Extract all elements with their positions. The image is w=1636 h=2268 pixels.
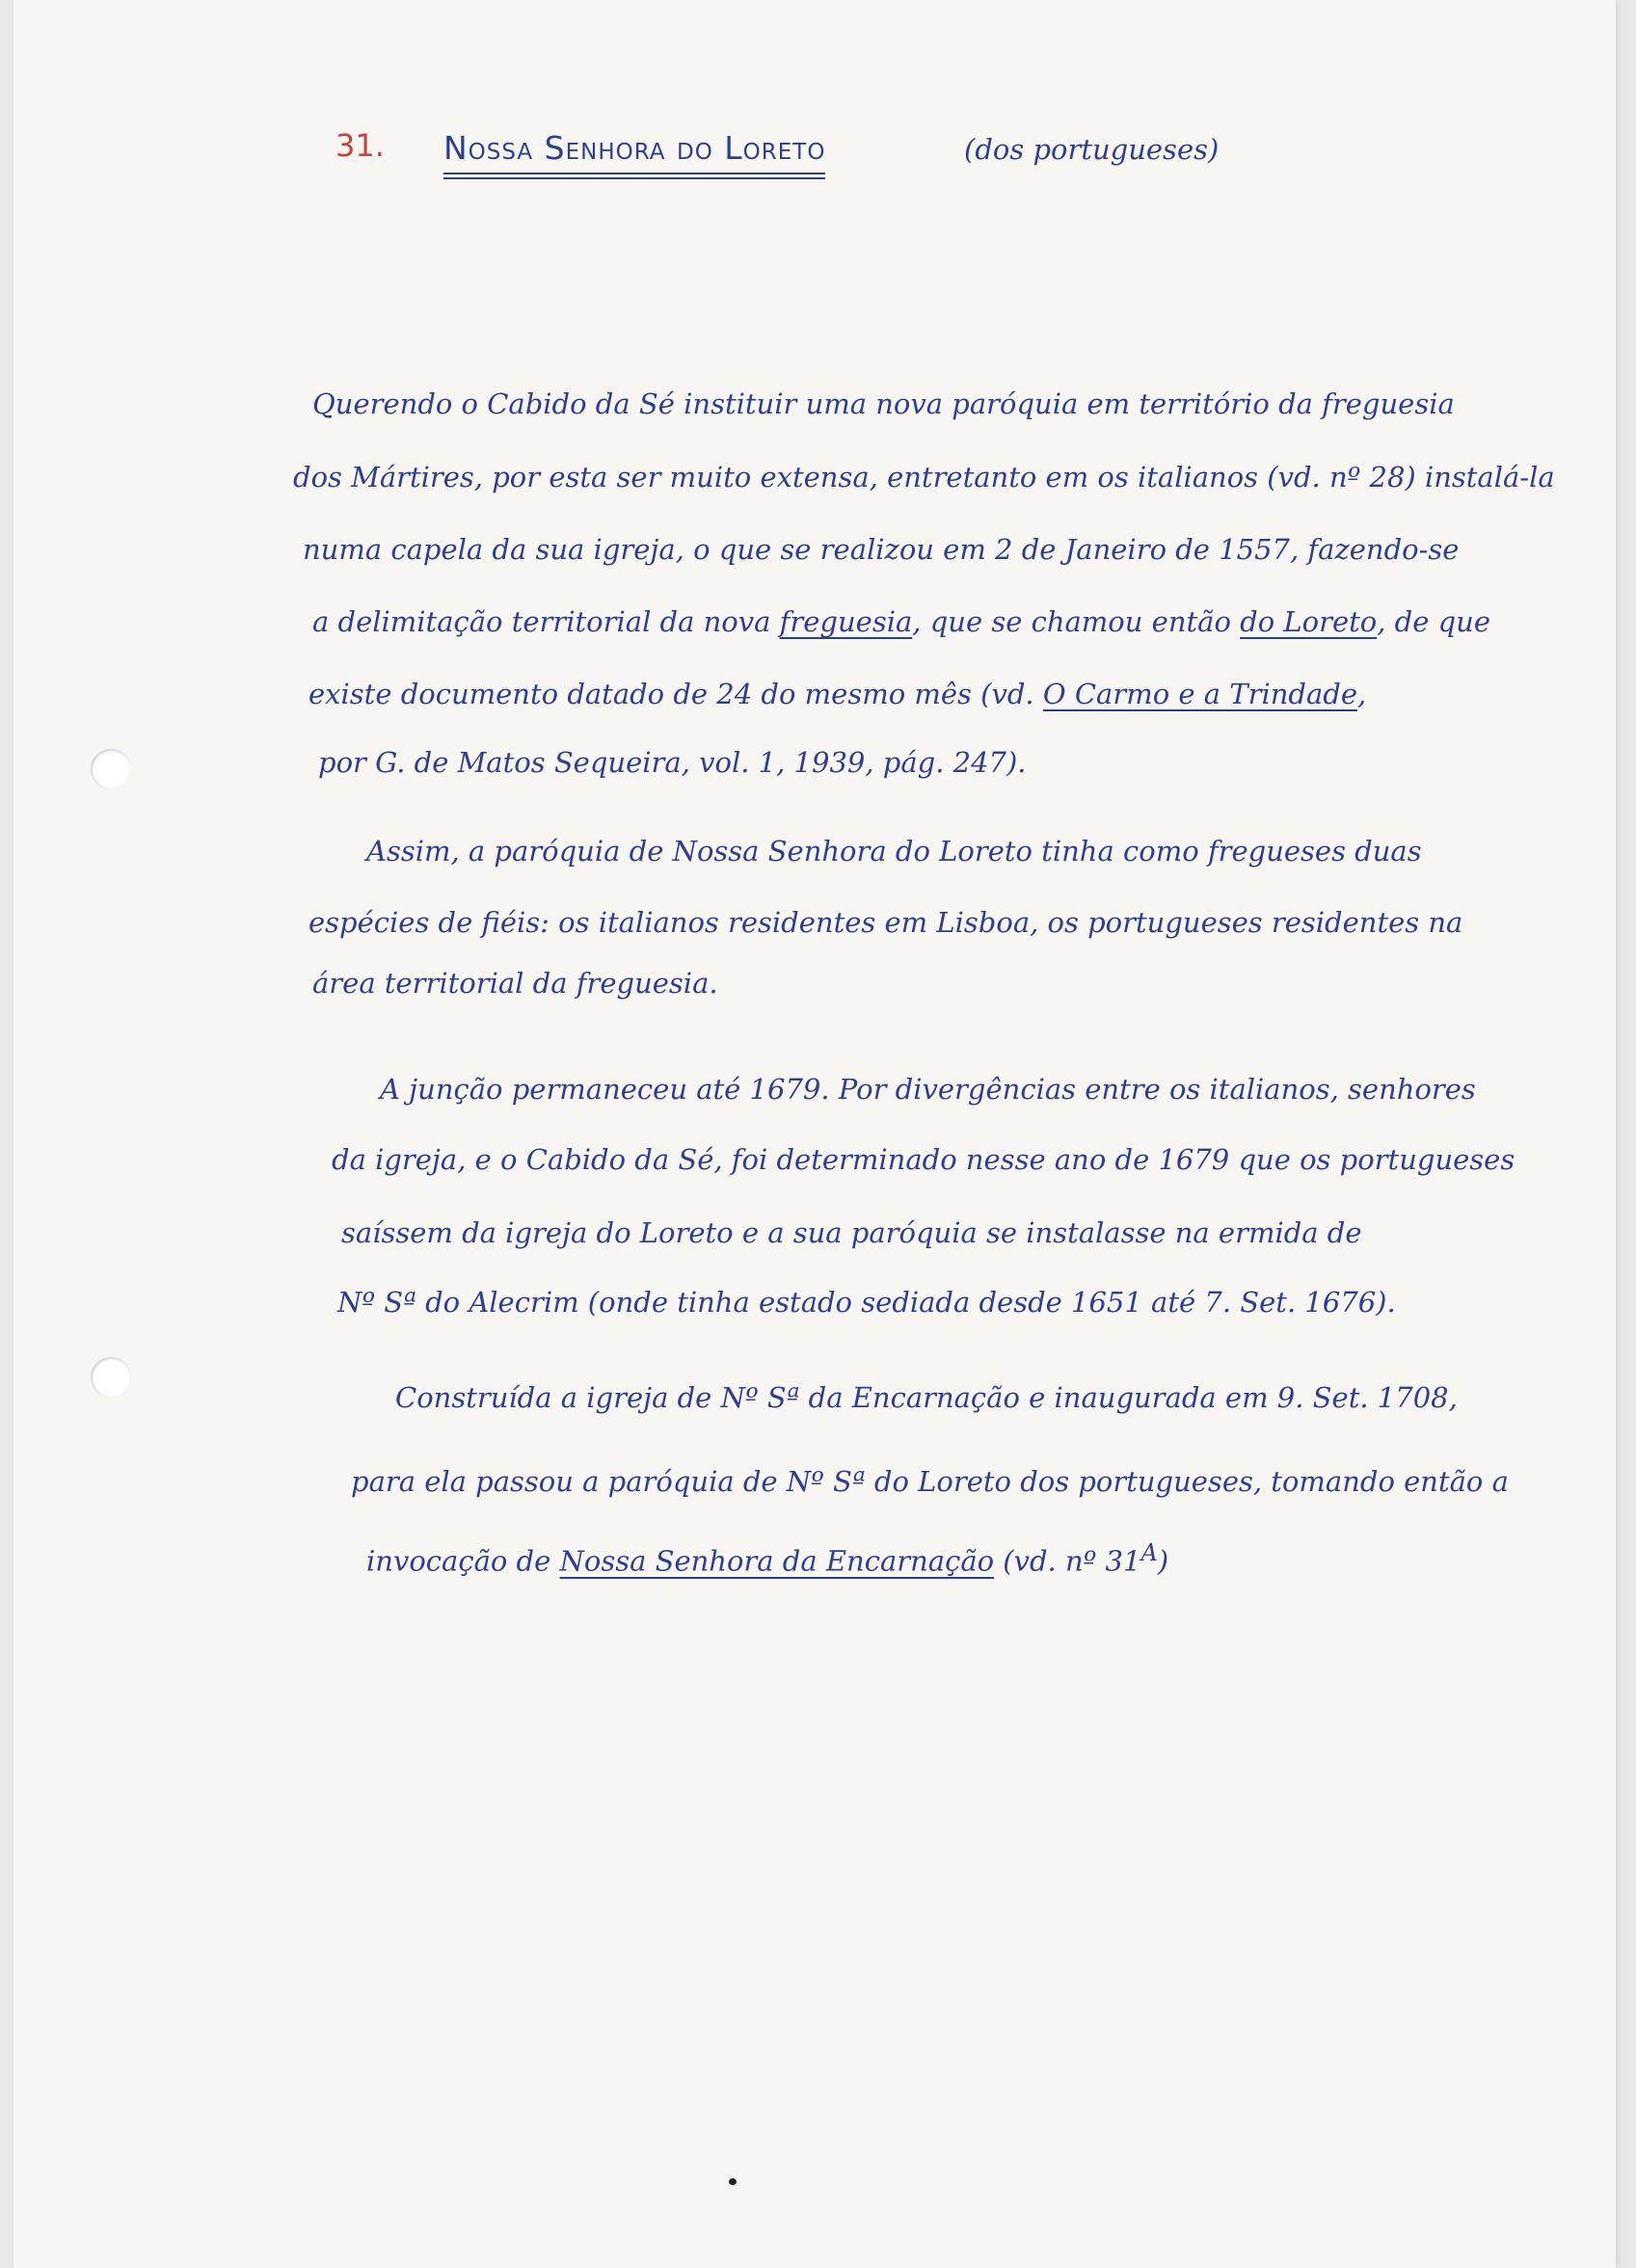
- paragraph-2-line-2: espécies de fiéis: os italianos residentes em Lisboa, os portugueses residentes na: [308, 906, 1463, 939]
- paragraph-1-line-4: a delimitação territorial da nova freguesia, que se chamou então do Loreto, de que: [312, 605, 1491, 638]
- entry-title: Nossa Senhora do Loreto: [443, 129, 825, 174]
- paragraph-3-line-4: Nº Sª do Alecrim (onde tinha estado sediada desde 1651 até 7. Set. 1676).: [337, 1286, 1396, 1319]
- punch-hole: [91, 1357, 131, 1398]
- entry-subtitle: (dos portugueses): [964, 133, 1220, 166]
- paragraph-1-line-2: dos Mártires, por esta ser muito extensa, entretanto em os italianos (vd. nº 28) instalá-la: [293, 461, 1555, 494]
- paragraph-4-line-2: para ela passou a paróquia de Nº Sª do Loreto dos portugueses, tomando então a: [351, 1465, 1509, 1498]
- paragraph-4-line-3: invocação de Nossa Senhora da Encarnação (vd. nº $31^A$): [366, 1539, 1169, 1578]
- paragraph-2-line-1: Assim, a paróquia de Nossa Senhora do Loreto tinha como fregueses duas: [366, 835, 1422, 867]
- punch-hole: [91, 749, 131, 789]
- ink-speck: [729, 2178, 737, 2185]
- paragraph-2-line-3: área territorial da freguesia.: [312, 967, 718, 1000]
- paragraph-1-line-6: por G. de Matos Sequeira, vol. 1, 1939, pág. 247).: [318, 746, 1027, 779]
- underlined-do-loreto: do Loreto: [1240, 605, 1378, 638]
- paragraph-1-line-5: existe documento datado de 24 do mesmo mês (vd. O Carmo e a Trindade,: [308, 678, 1367, 710]
- superscript-a: A: [1140, 1539, 1158, 1566]
- paragraph-1-line-3: numa capela da sua igreja, o que se realizou em 2 de Janeiro de 1557, fazendo-se: [303, 533, 1460, 566]
- paragraph-1-line-1: Querendo o Cabido da Sé instituir uma nova paróquia em território da freguesia: [312, 387, 1455, 420]
- entry-number: 31.: [335, 127, 385, 164]
- underlined-book-title: O Carmo e a Trindade: [1042, 678, 1357, 710]
- paragraph-3-line-1: A junção permaneceu até 1679. Por divergências entre os italianos, senhores: [380, 1073, 1476, 1106]
- paragraph-3-line-3: saíssem da igreja do Loreto e a sua paróquia se instalasse na ermida de: [341, 1216, 1362, 1249]
- paragraph-3-line-2: da igreja, e o Cabido da Sé, foi determinado nesse ano de 1679 que os portugueses: [332, 1143, 1515, 1176]
- manuscript-page: [13, 0, 1616, 2268]
- underlined-encarnacao: Nossa Senhora da Encarnação: [559, 1544, 995, 1578]
- underlined-freguesia: freguesia: [779, 605, 913, 638]
- paragraph-4-line-1: Construída a igreja de Nº Sª da Encarnação e inaugurada em 9. Set. 1708,: [395, 1381, 1458, 1414]
